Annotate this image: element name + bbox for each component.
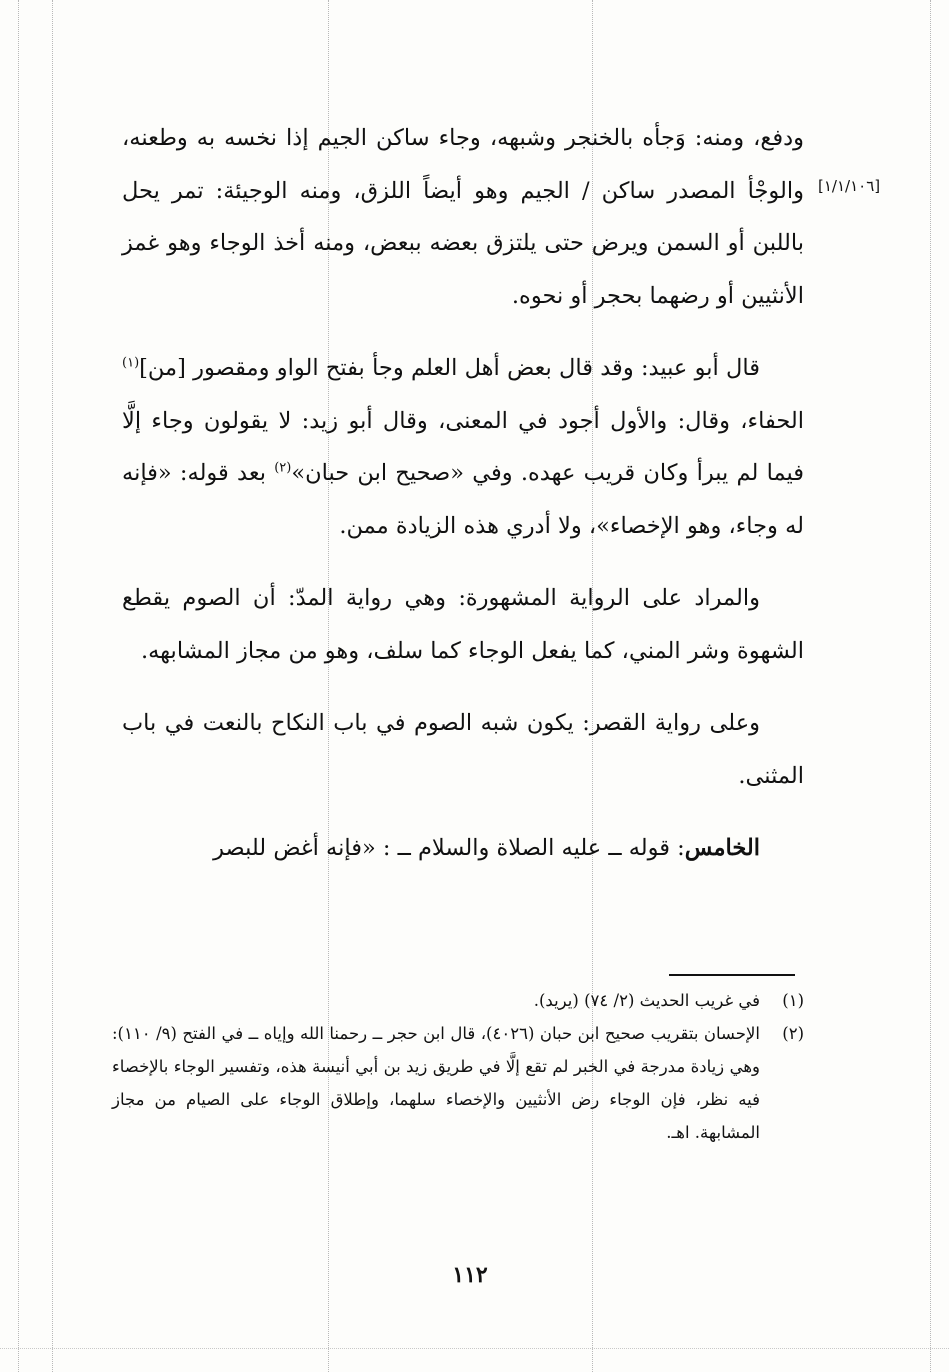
footnote-marker-2[interactable]: (٢) <box>274 460 292 476</box>
scan-guide-line <box>0 1348 949 1349</box>
paragraph-5-text: : قوله ــ عليه الصلاة والسلام ــ : «فإنه أغض للبصر <box>213 835 685 861</box>
paragraph-5 <box>122 822 804 875</box>
scan-guide-line <box>52 0 53 1372</box>
paragraph-1: ودفع، ومنه: وَجأه بالخنجر وشبهه، وجاء ساكن الجيم إذا نخسه به وطعنه، والوجْأ المصدر ساكن / الجيم وهو أيضاً اللزق، ومنه الوجيئة: تمر يحل باللبن أو السمن ويرض حتى يلتزق بعضه ببعض، ومنه أخذ الوجاء وهو غمز الأنثيين أو رضهما بحجر أو نحوه. <box>122 125 804 309</box>
footnote-1 <box>112 984 804 1017</box>
footnote-number: (٢) <box>782 1024 804 1043</box>
footnote-divider <box>669 974 795 976</box>
paragraph-2-part-1: قال أبو عبيد: وقد قال بعض أهل العلم وجأ بفتح الواو ومقصور [من] <box>139 355 760 381</box>
footnote-number: (١) <box>782 991 804 1010</box>
paragraph-4: وعلى رواية القصر: يكون شبه الصوم في باب النكاح بالنعت في باب المثنى. <box>122 710 804 789</box>
margin-reference: [١/١/١٠٦] <box>818 177 881 195</box>
paragraph-2-part-3: بعد قوله: «فإنه له وجاء، وهو الإخصاء»، ولا أدري هذه الزيادة ممن. <box>122 460 804 539</box>
scan-guide-line <box>930 0 931 1372</box>
footnote-marker-1[interactable]: (١) <box>122 355 140 371</box>
footnote-text: في غريب الحديث (٢/ ٧٤) (يريد). <box>533 991 760 1010</box>
footnote-2 <box>112 1017 804 1149</box>
paragraph-2 <box>122 342 804 552</box>
page-number: ١١٢ <box>452 1262 488 1288</box>
paragraph-3: والمراد على الرواية المشهورة: وهي رواية المدّ: أن الصوم يقطع الشهوة وشر المني، كما يفعل الوجاء كما سلف، وهو من مجاز المشابهه. <box>122 585 804 664</box>
section-lead: الخامس <box>684 835 760 861</box>
paragraph-2-part-2: الحفاء، وقال: والأول أجود في المعنى، وقال أبو زيد: لا يقولون وجاء إلَّا فيما لم يبرأ وكان قريب عهده. وفي «صحيح ابن حبان» <box>122 407 805 486</box>
scan-guide-line <box>18 0 19 1372</box>
footnotes <box>112 984 804 1149</box>
main-text <box>122 112 804 895</box>
footnote-text: الإحسان بتقريب صحيح ابن حبان (٤٠٢٦)، قال ابن حجر ــ رحمنا الله وإياه ــ في الفتح (٩/ ١١٠): وهي زيادة مدرجة في الخبر لم تقع إلَّا في طريق زيد بن أبي أنيسة هذه، وتفسير الوجاء بالإخصاء فيه نظر، فإن الوجاء رض الأنثيين والإخصاء سلهما، وإطلاق الوجاء على الصيام من مجاز المشابهة. اهـ. <box>112 1024 760 1142</box>
